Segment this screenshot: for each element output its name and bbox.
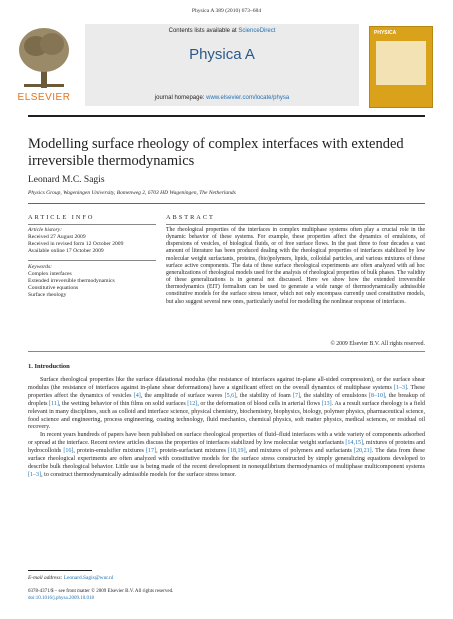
text-run: . The data from these surface rheological experiments are often analyzed with constitutive models for the surface stress constructed by simply generalizing equations developed to describe bulk rheological behavior. Little use is being made of the recent development in nonequilibrium thermodynamics of multiphase multicomponent systems — [28, 448, 425, 470]
abstract-rule — [166, 224, 425, 225]
keyword: Extended irreversible thermodynamics — [28, 277, 115, 284]
keywords-block — [28, 264, 158, 299]
email-label: E-mail address: — [28, 575, 64, 581]
homepage-link[interactable]: www.elsevier.com/locate/physa — [206, 95, 290, 101]
citation-link[interactable]: [13] — [321, 400, 332, 407]
text-run: Surface rheological properties like the surface dilatational modulus (the resistance of interfaces against in-plane all-sided compression), or the surface shear modulus (the resistance of interfaces against in-plane shear deformations) have a significant effect on the overall dynamics of multiphase systems — [28, 377, 425, 391]
citation-link[interactable]: [18,19] — [227, 448, 246, 455]
history-label: Article history: — [28, 227, 63, 233]
citation-link[interactable]: [4] — [133, 392, 141, 399]
text-run: , mixtures of proteins and hydrocolloids — [28, 440, 426, 455]
keyword: Constitutive equations — [28, 284, 79, 291]
text-run: , to construct thermodynamically admissible models for the surface stress tensor. — [41, 471, 237, 478]
citation-link[interactable]: [5,6] — [224, 392, 237, 399]
sciencedirect-link[interactable]: ScienceDirect — [238, 28, 276, 34]
paragraph — [28, 377, 425, 432]
keywords-label: Keywords: — [28, 264, 53, 270]
homepage-line — [85, 95, 359, 101]
abstract-copyright: © 2009 Elsevier B.V. All rights reserved. — [330, 341, 425, 347]
text-run: In recent years hundreds of papers have been published on surface rheological properties of fluid–fluid interfaces with a wide variety of components adsorbed or spread at the interface. Recent review articles discuss the properties of interfaces stabilized by low molecular weight surfactants — [28, 432, 425, 447]
keywords-rule — [28, 260, 156, 261]
text-run: . These properties affect the dynamics of vesicles — [28, 384, 425, 399]
footnote-rule — [28, 570, 92, 571]
citation-link[interactable]: [1–3] — [28, 471, 42, 478]
article-title: Modelling surface rheology of complex interfaces with extended irreversible thermodynamics — [28, 136, 404, 169]
abstract-heading: ABSTRACT — [166, 214, 215, 221]
cover-panel — [376, 41, 426, 85]
text-run: , the amplitude of surface waves — [140, 392, 225, 399]
online-date: Available online 17 October 2009 — [28, 247, 104, 254]
article-history — [28, 227, 158, 255]
citation-link[interactable]: [16] — [63, 448, 74, 455]
front-matter-info — [28, 589, 173, 602]
abstract-end-rule — [28, 351, 425, 352]
header-rule — [28, 115, 425, 117]
issn-line: 0378-4371/$ – see front matter © 2009 Elsevier B.V. All rights reserved. — [28, 589, 174, 594]
email-link[interactable]: Leonard.Sagis@wur.nl — [63, 575, 114, 581]
cover-title: PHYSICA — [374, 30, 397, 36]
section-heading-introduction: 1. Introduction — [28, 363, 70, 370]
received-date: Received 27 August 2009 — [28, 233, 86, 240]
journal-cover-thumbnail — [369, 26, 433, 108]
text-run: . As a result surface rheology is a field relevant in many disciplines, such as colloid and interface science, physical chemistry, biochemistry, biophysics, biology, polymer physics, pharmaceutical science, food science and engineering, process engineering, coating technology, fluid mechanics, chemical physics, soft matter physics, medical sciences, or residual oil recovery. — [28, 400, 425, 431]
keyword: Complex interfaces — [28, 270, 72, 277]
text-run: , protein-emulsifier mixtures — [73, 448, 146, 455]
homepage-prefix: journal homepage: — [154, 95, 207, 101]
citation-link[interactable]: [1–3] — [393, 384, 408, 391]
citation-link[interactable]: [17] — [145, 448, 157, 455]
text-run: , the stability of foam — [236, 392, 293, 399]
citation-link[interactable]: [7] — [292, 392, 301, 399]
paragraph — [28, 432, 425, 479]
author-email-footnote — [28, 575, 113, 581]
text-run: , the stability of emulsions — [300, 392, 369, 399]
article-info-rule — [28, 224, 156, 225]
elsevier-wordmark: ELSEVIER — [17, 92, 71, 103]
title-rule — [28, 203, 425, 204]
text-run: , and mixtures of polymers and surfactants — [245, 448, 354, 455]
doi-link[interactable]: doi:10.1016/j.physa.2009.10.018 — [28, 595, 94, 601]
journal-name: Physica A — [189, 46, 255, 63]
citation-link[interactable]: [11] — [49, 400, 59, 407]
text-run: , protein-surfactant mixtures — [156, 448, 228, 455]
introduction-body — [28, 377, 425, 480]
abstract-text: The rheological properties of the interfaces in complex multiphase systems often play a crucial role in the dynamic behavior of these systems. For example, these properties affect the dynamics of emulsions, of dispersions of vesicles, of biological fluids, or of free surface flows. In the past three to four decades a vast amount of literature has been produced dealing with the rheological properties of interfaces stabilized by low molecular weight surfactants, proteins, (bio)polymers, lipids, colloidal particles, and various mixtures of these surface active components. The data of these surface rheological experiments are often analyzed with ad hoc generalizations of rheological models used for the analysis of rheological properties of bulk phases. The validity of these generalizations is in general not discussed. Here we show how the extended irreversible thermodynamics (EIT) formalism can be used to generate a wide range of thermodynamically admissible constitutive models for the surface stress tensor, which not only encompass currently used constitutive models, but also suggest several new ones, particularly useful for modelling the nonlinear response of interfaces. — [166, 227, 425, 305]
author-name: Leonard M.C. Sagis — [28, 175, 105, 185]
journal-citation: Physica A 389 (2010) 673–684 — [191, 8, 262, 14]
citation-link[interactable]: [14,15] — [345, 440, 364, 447]
text-run: , the breakup of droplets — [28, 392, 426, 407]
journal-header-box — [85, 24, 359, 106]
article-info-heading: ARTICLE INFO — [28, 214, 95, 221]
text-run: , or the deformation of blood cells in arterial flows — [197, 400, 322, 407]
citation-link[interactable]: [20,21] — [354, 448, 372, 455]
text-run: , the wetting behavior of thin films on solid surfaces — [58, 400, 188, 407]
contents-prefix: Contents lists available at — [168, 28, 239, 34]
keyword: Surface rheology — [28, 291, 67, 298]
revised-date: Received in revised form 12 October 2009 — [28, 240, 124, 247]
author-affiliation: Physics Group, Wageningen University, Bomenweg 2, 6703 HD Wageningen, The Netherlands — [28, 190, 236, 196]
contents-line — [85, 28, 359, 34]
citation-link[interactable]: [12] — [187, 400, 198, 407]
citation-link[interactable]: [8–10] — [368, 392, 386, 399]
